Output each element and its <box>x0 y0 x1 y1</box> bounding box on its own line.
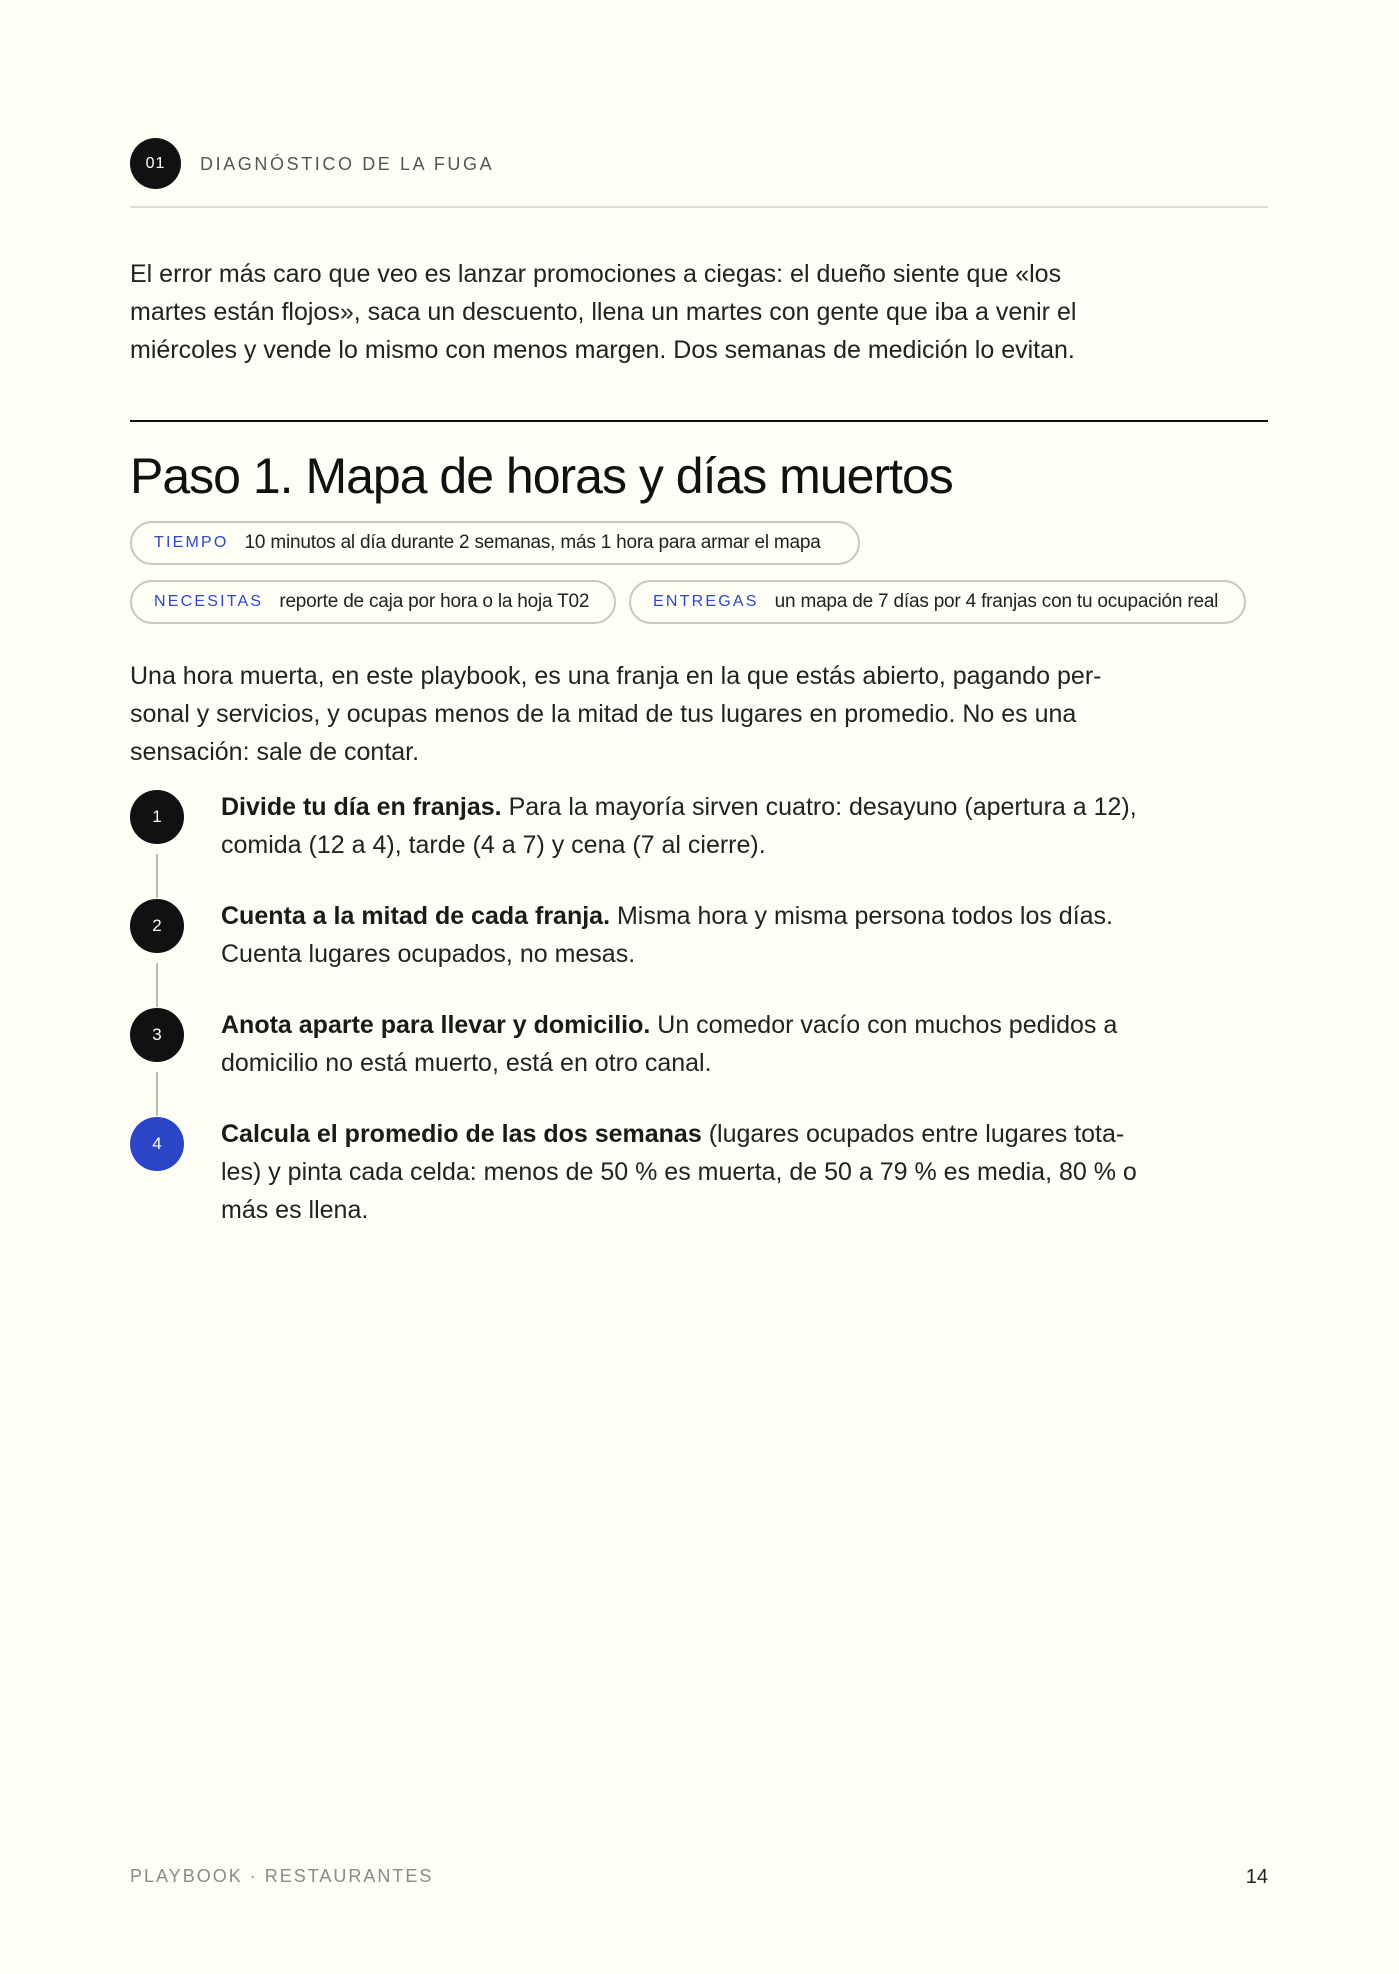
section-divider <box>130 420 1268 422</box>
substep-number-badge: 3 <box>130 1008 184 1062</box>
pill-entregas-value: un mapa de 7 días por 4 franjas con tu ocupación real <box>774 591 1219 612</box>
substep-text <box>221 1006 1141 1082</box>
intro-paragraph: El error más caro que veo es lanzar promociones a ciegas: el dueño siente que «los martes están flojos», saca un descuento, llena un martes con gente que iba a venir el miércoles y vende lo mismo con menos margen. Dos semanas de medición lo evitan. <box>130 260 1077 364</box>
substep-detail: (lugares ocupados entre lugares totales) y pinta cada celda: menos de 50 % es muerta, de 50 a 79 % es media, 80 % o más es llena. <box>221 1120 1137 1224</box>
step-body-paragraph: Una hora muerta, en este playbook, es una franja en la que estás abierto, pagando personal y servicios, y ocupas menos de la mitad de tus lugares en promedio. No es una sensación: sale de contar. <box>130 662 1102 766</box>
footer-running-title: PLAYBOOK · RESTAURANTES <box>130 1866 434 1886</box>
substep-number-badge: 2 <box>130 899 184 953</box>
substep-text <box>221 897 1141 973</box>
substep-connector <box>156 963 158 1007</box>
step-title: Paso 1. Mapa de horas y días muertos <box>130 448 953 504</box>
section-header <box>130 138 1268 208</box>
pill-tiempo-key: TIEMPO <box>154 534 229 551</box>
pill-tiempo-value: 10 minutos al día durante 2 semanas, más 1 hora para armar el mapa <box>244 532 821 553</box>
substep-number-badge: 4 <box>130 1117 184 1171</box>
pill-entregas-key: ENTREGAS <box>653 593 759 610</box>
substep-detail: Misma hora y misma persona todos los días. Cuenta lugares ocupados, no mesas. <box>221 902 1113 968</box>
pill-tiempo <box>130 521 860 565</box>
substep-number-badge: 1 <box>130 790 184 844</box>
pill-necesitas-key: NECESITAS <box>154 593 264 610</box>
pill-necesitas <box>130 580 616 624</box>
substep-lead: Divide tu día en franjas. <box>221 793 502 821</box>
section-title: DIAGNÓSTICO DE LA FUGA <box>200 154 495 174</box>
substep-connector <box>156 854 158 898</box>
substep-lead: Cuenta a la mitad de cada franja. <box>221 902 611 930</box>
substep-lead: Calcula el promedio de las dos semanas <box>221 1120 702 1148</box>
pill-entregas <box>629 580 1246 624</box>
substep-connector <box>156 1072 158 1116</box>
section-number-badge: 01 <box>130 138 181 189</box>
substep-detail: Un comedor vacío con muchos pedidos a domicilio no está muerto, está en otro canal. <box>221 1011 1118 1077</box>
substep-detail: Para la mayoría sirven cuatro: desayuno (apertura a 12), comida (12 a 4), tarde (4 a 7) y cena (7 al cierre). <box>221 793 1137 859</box>
substep-text <box>221 1115 1141 1229</box>
footer-page-number: 14 <box>1245 1866 1268 1888</box>
substep-lead: Anota aparte para llevar y domicilio. <box>221 1011 651 1039</box>
pill-necesitas-value: reporte de caja por hora o la hoja T02 <box>279 591 590 612</box>
substep-text <box>221 788 1141 864</box>
